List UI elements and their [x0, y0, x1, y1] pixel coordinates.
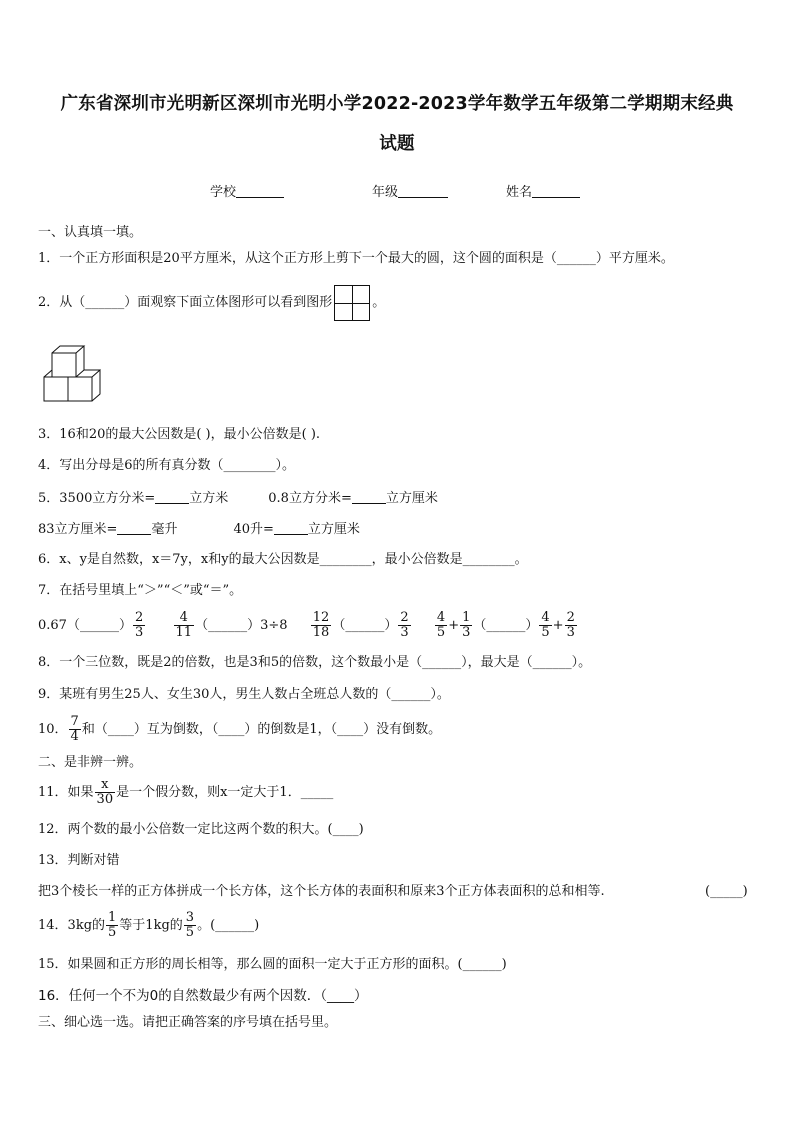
q5-text-b: 立方米: [189, 491, 229, 506]
q7-item-a: 0.67（______）: [38, 618, 132, 633]
question-13-statement: 把3个棱长一样的正方体拼成一个长方体，这个长方体的表面积和原来3个正方体表面积的总和相等.: [38, 884, 605, 899]
question-2-text: 2．从（______）面观察下面立体图形可以看到图形: [38, 295, 333, 310]
q5-text-d: 立方厘米: [385, 491, 438, 506]
question-13-answer[interactable]: (_____): [705, 884, 748, 899]
section-heading-2: 二、是非辨一辨。: [38, 755, 143, 770]
question-12: 12．两个数的最小公倍数一定比这两个数的积大。(____): [38, 822, 364, 837]
page-title: 广东省深圳市光明新区深圳市光明小学2022-2023学年数学五年级第二学期期末经典: [60, 94, 734, 114]
q5-text-f: 毫升: [151, 522, 178, 537]
q11-fraction: $\frac{x}{30}$: [96, 777, 114, 807]
q7-plus-1: +: [448, 618, 460, 633]
question-11: [38, 776, 333, 810]
q5-text-h: 立方厘米: [307, 522, 360, 537]
q7-fraction-1: $\frac{2}{3}$: [134, 610, 144, 640]
name-blank[interactable]: [532, 184, 580, 198]
question-15: 15．如果圆和正方形的周长相等，那么圆的面积一定大于正方形的面积。(______): [38, 957, 507, 972]
question-5-line1: [38, 490, 438, 507]
q7-fraction-5: $\frac{4}{5}$: [436, 610, 446, 640]
q7-fraction-8: $\frac{2}{3}$: [566, 610, 575, 640]
q7-fraction-2: $\frac{4}{11}$: [175, 610, 193, 640]
q7-item-d: （______）: [473, 618, 539, 633]
q7-fraction-6: $\frac{1}{3}$: [462, 610, 471, 640]
q5-text-c: 0.8立方分米=: [268, 491, 352, 506]
question-13: 13．判断对错: [38, 853, 120, 868]
school-label: 学校: [210, 185, 237, 200]
grade-field[interactable]: [372, 181, 448, 200]
q7-fraction-4: $\frac{2}{3}$: [400, 610, 409, 640]
question-7-comparisons: [38, 608, 578, 644]
page-title-line2: 试题: [379, 134, 415, 154]
q5-blank-2[interactable]: [352, 490, 386, 504]
q14-text-b: 等于1kg的: [119, 918, 183, 933]
question-3: 3．16和20的最大公因数是( )，最小公倍数是( ).: [38, 427, 321, 442]
q5-text-a: 5．3500立方分米=: [38, 491, 156, 506]
square-grid-icon: [334, 285, 370, 321]
question-16: 16．任何一个不为0的自然数最少有两个因数．（____）: [38, 988, 368, 1004]
question-10: [38, 713, 441, 747]
q14-fraction-1: $\frac{1}{5}$: [108, 910, 117, 940]
stacked-cubes-figure: [42, 343, 112, 409]
q11-number: 11．如果: [38, 785, 94, 800]
q10-fraction: $\frac{7}{4}$: [70, 714, 79, 744]
question-4: 4．写出分母是6的所有真分数（________）。: [38, 458, 296, 473]
school-field[interactable]: [210, 181, 284, 200]
name-field[interactable]: [506, 181, 580, 200]
question-7: 7．在括号里填上“＞”“＜”或“＝”。: [38, 583, 243, 598]
q11-text: 是一个假分数，则x一定大于1．_____: [116, 785, 334, 800]
q5-text-e: 83立方厘米=: [38, 522, 118, 537]
q7-plus-2: +: [552, 618, 564, 633]
school-blank[interactable]: [236, 184, 284, 198]
q7-item-b: （______）3÷8: [195, 618, 288, 633]
name-label: 姓名: [506, 185, 533, 200]
section-heading-3: 三、细心选一选。请把正确答案的序号填在括号里。: [38, 1015, 338, 1030]
question-9: 9．某班有男生25人、女生30人，男生人数占全班总人数的（______）。: [38, 687, 450, 702]
question-14: [38, 909, 259, 943]
question-1: 1．一个正方形面积是20平方厘米，从这个正方形上剪下一个最大的圆，这个圆的面积是（______）平方厘米。: [38, 251, 674, 266]
grade-label: 年级: [372, 185, 399, 200]
q14-fraction-2: $\frac{3}{5}$: [185, 910, 195, 940]
question-2: [38, 283, 385, 323]
q14-text-c: 。(______): [197, 918, 260, 933]
question-2-end: 。: [372, 295, 386, 310]
q10-number: 10．: [38, 722, 68, 737]
q5-blank-3[interactable]: [117, 521, 151, 535]
q5-blank-1[interactable]: [155, 490, 189, 504]
q5-blank-4[interactable]: [274, 521, 308, 535]
question-8: 8．一个三位数，既是2的倍数，也是3和5的倍数，这个数最小是（______），最大是（______）。: [38, 655, 592, 670]
question-5-line2: [38, 521, 360, 538]
q10-text: 和（____）互为倒数，（____）的倒数是1，（____）没有倒数。: [81, 722, 442, 737]
q7-fraction-7: $\frac{4}{5}$: [541, 610, 550, 640]
question-6: 6．x、y是自然数，x＝7y，x和y的最大公因数是________，最小公倍数是________。: [38, 552, 528, 567]
section-heading-1: 一、认真填一填。: [38, 225, 143, 240]
q7-fraction-3: $\frac{12}{18}$: [312, 610, 330, 640]
q14-text-a: 14．3kg的: [38, 918, 106, 933]
q7-item-c: （______）: [332, 618, 398, 633]
grade-blank[interactable]: [398, 184, 448, 198]
q5-text-g: 40升=: [233, 522, 274, 537]
